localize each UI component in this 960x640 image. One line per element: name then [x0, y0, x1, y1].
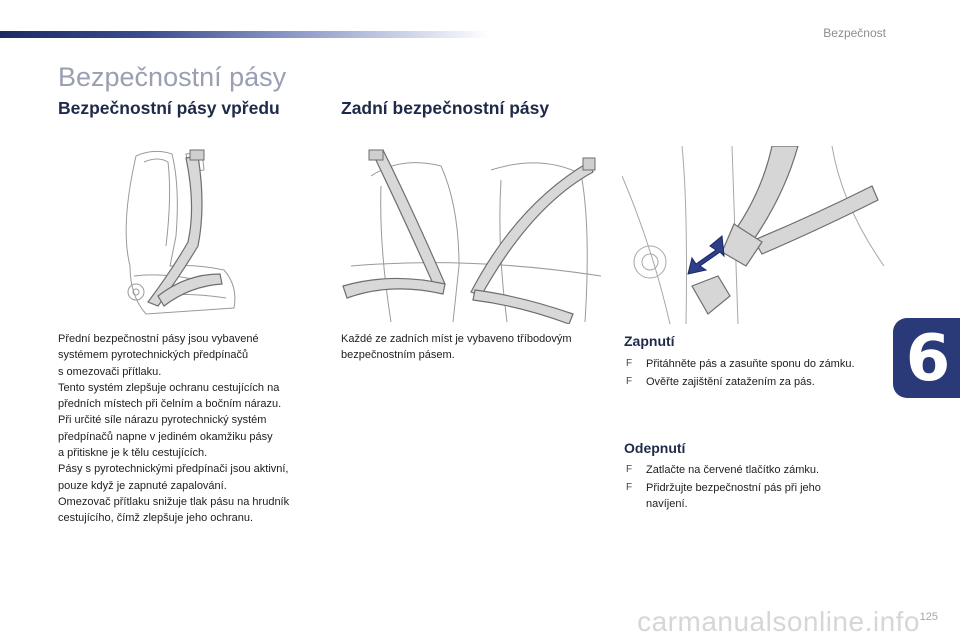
- fasten-steps: [624, 356, 894, 392]
- section-label: Bezpečnost: [823, 26, 886, 40]
- list-item: F Přidržujte bezpečnostní pás při jeho navíjení.: [626, 482, 821, 510]
- rear-seats-illustration: [341, 146, 609, 324]
- bullet-icon: F: [626, 358, 633, 369]
- list-item: F Zatlačte na červené tlačítko zámku.: [626, 464, 820, 476]
- buckle-illustration: [622, 146, 886, 324]
- rear-belts-heading: Zadní bezpečnostní pásy: [341, 98, 550, 118]
- unfasten-steps: [624, 462, 894, 514]
- watermark: carmanualsonline.info: [637, 606, 920, 637]
- bullet-icon: F: [626, 376, 633, 387]
- page-title: Bezpečnostní pásy: [58, 62, 287, 92]
- chapter-number: 6: [905, 322, 951, 396]
- insert-arrow-icon: [688, 236, 724, 274]
- chapter-tab: [893, 318, 960, 398]
- front-belts-description: Přední bezpečnostní pásy jsou vybavené systémem pyrotechnických předpínačů s omezovači přítlaku. Tento systém zlepšuje ochranu cestujících na předních místech při čelním a bočním nárazu. Při určité síle nárazu pyrotechnický systém předpínačů napne v jediném okamžiku pásy a přitiskne je k tělu cestujících. Pásy s pyrotechnickými předpínači jsou aktivní, pouze když je zapnuté zapalování. Omezovač přítlaku snižuje tlak pásu na hrudník cestujícího, čímž zlepšuje jeho ochranu.: [58, 333, 290, 525]
- header-gradient-bar: [0, 31, 490, 38]
- bullet-icon: F: [626, 482, 633, 493]
- unfasten-heading: Odepnutí: [624, 440, 686, 456]
- bullet-icon: F: [626, 464, 633, 475]
- list-item: F Přitáhněte pás a zasuňte sponu do zámku.: [626, 358, 855, 370]
- front-seat-illustration: [106, 146, 256, 324]
- fasten-heading: Zapnutí: [624, 333, 675, 349]
- front-belts-heading: Bezpečnostní pásy vpředu: [58, 98, 280, 118]
- rear-belts-description: Každé ze zadních míst je vybaveno tříbodovým bezpečnostním pásem.: [341, 333, 572, 362]
- list-item: F Ověřte zajištění zatažením za pás.: [626, 376, 815, 388]
- page-number: 125: [919, 611, 938, 623]
